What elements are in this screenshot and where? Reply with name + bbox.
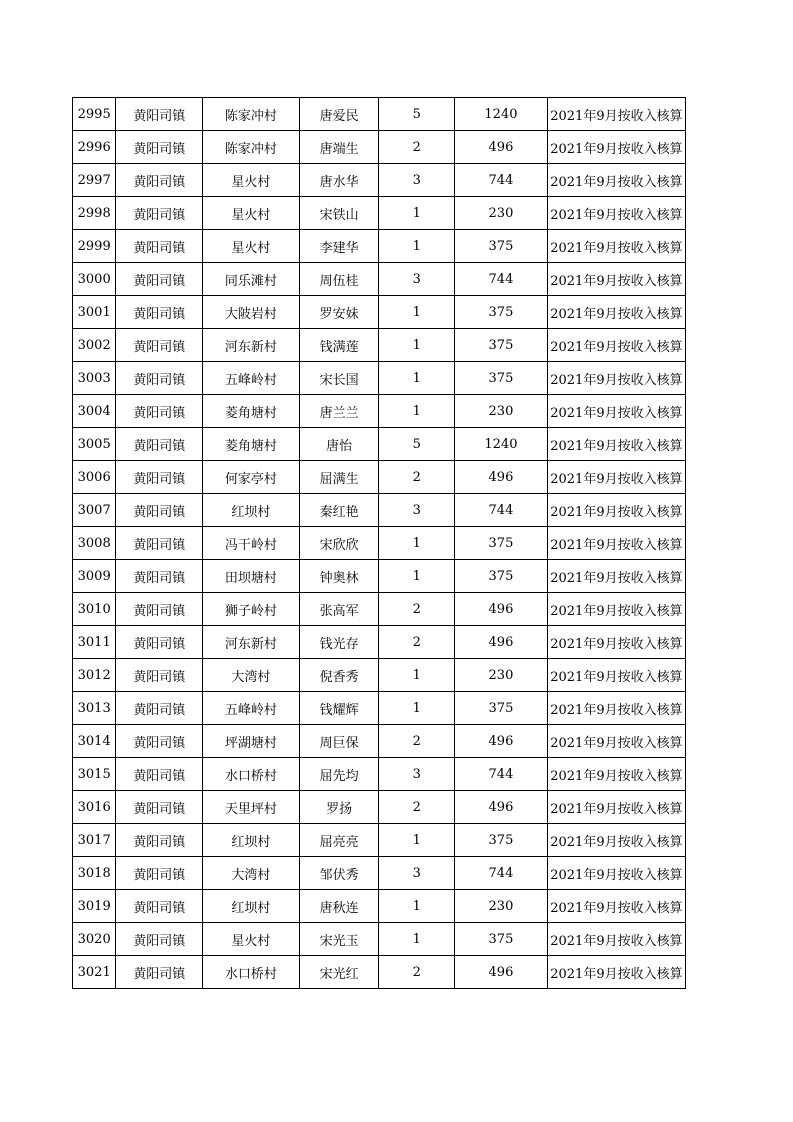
cell-household-count: 3 (379, 164, 455, 197)
cell-town: 黄阳司镇 (116, 725, 203, 758)
cell-household-count: 5 (379, 98, 455, 131)
cell-amount: 375 (455, 296, 548, 329)
cell-amount: 496 (455, 626, 548, 659)
table-row (73, 659, 686, 692)
cell-note: 2021年9月按收入核算 (547, 725, 685, 758)
cell-id: 3004 (73, 395, 116, 428)
cell-household-count: 2 (379, 461, 455, 494)
cell-town: 黄阳司镇 (116, 494, 203, 527)
cell-amount: 375 (455, 362, 548, 395)
table-row (73, 857, 686, 890)
cell-amount: 744 (455, 263, 548, 296)
table-row (73, 758, 686, 791)
cell-note: 2021年9月按收入核算 (547, 164, 685, 197)
cell-household-count: 1 (379, 692, 455, 725)
cell-name: 宋长国 (299, 362, 379, 395)
cell-town: 黄阳司镇 (116, 527, 203, 560)
cell-note: 2021年9月按收入核算 (547, 494, 685, 527)
cell-note: 2021年9月按收入核算 (547, 98, 685, 131)
cell-town: 黄阳司镇 (116, 131, 203, 164)
cell-note: 2021年9月按收入核算 (547, 296, 685, 329)
cell-note: 2021年9月按收入核算 (547, 758, 685, 791)
cell-household-count: 3 (379, 494, 455, 527)
cell-note: 2021年9月按收入核算 (547, 527, 685, 560)
cell-village: 狮子岭村 (203, 593, 300, 626)
cell-id: 3017 (73, 824, 116, 857)
cell-id: 3013 (73, 692, 116, 725)
cell-id: 2995 (73, 98, 116, 131)
cell-note: 2021年9月按收入核算 (547, 923, 685, 956)
cell-town: 黄阳司镇 (116, 296, 203, 329)
table-row (73, 395, 686, 428)
cell-id: 3018 (73, 857, 116, 890)
cell-household-count: 1 (379, 296, 455, 329)
cell-name: 李建华 (299, 230, 379, 263)
cell-id: 3002 (73, 329, 116, 362)
cell-name: 秦红艳 (299, 494, 379, 527)
cell-household-count: 1 (379, 890, 455, 923)
cell-name: 钟奥林 (299, 560, 379, 593)
cell-id: 3005 (73, 428, 116, 461)
cell-name: 宋光玉 (299, 923, 379, 956)
cell-town: 黄阳司镇 (116, 593, 203, 626)
cell-amount: 230 (455, 395, 548, 428)
table-row (73, 296, 686, 329)
cell-name: 邹伏秀 (299, 857, 379, 890)
cell-id: 2998 (73, 197, 116, 230)
cell-id: 3001 (73, 296, 116, 329)
cell-note: 2021年9月按收入核算 (547, 197, 685, 230)
cell-household-count: 1 (379, 395, 455, 428)
cell-village: 坪湖塘村 (203, 725, 300, 758)
cell-note: 2021年9月按收入核算 (547, 428, 685, 461)
cell-name: 倪香秀 (299, 659, 379, 692)
cell-household-count: 1 (379, 923, 455, 956)
cell-name: 宋欣欣 (299, 527, 379, 560)
cell-note: 2021年9月按收入核算 (547, 329, 685, 362)
cell-amount: 496 (455, 791, 548, 824)
cell-household-count: 1 (379, 197, 455, 230)
cell-village: 田坝塘村 (203, 560, 300, 593)
cell-town: 黄阳司镇 (116, 824, 203, 857)
cell-note: 2021年9月按收入核算 (547, 890, 685, 923)
cell-name: 罗安妹 (299, 296, 379, 329)
cell-amount: 375 (455, 230, 548, 263)
cell-id: 2999 (73, 230, 116, 263)
cell-id: 3019 (73, 890, 116, 923)
cell-amount: 1240 (455, 428, 548, 461)
cell-note: 2021年9月按收入核算 (547, 956, 685, 989)
cell-village: 星火村 (203, 923, 300, 956)
cell-town: 黄阳司镇 (116, 164, 203, 197)
table-row (73, 692, 686, 725)
cell-amount: 375 (455, 923, 548, 956)
cell-town: 黄阳司镇 (116, 461, 203, 494)
cell-village: 大湾村 (203, 857, 300, 890)
cell-amount: 375 (455, 527, 548, 560)
table-row (73, 725, 686, 758)
cell-village: 河东新村 (203, 329, 300, 362)
cell-household-count: 2 (379, 131, 455, 164)
cell-id: 3015 (73, 758, 116, 791)
cell-village: 何家亭村 (203, 461, 300, 494)
cell-name: 唐爱民 (299, 98, 379, 131)
table-row (73, 494, 686, 527)
cell-amount: 496 (455, 725, 548, 758)
table-row (73, 923, 686, 956)
cell-village: 五峰岭村 (203, 362, 300, 395)
table-row (73, 131, 686, 164)
cell-household-count: 1 (379, 230, 455, 263)
cell-village: 同乐滩村 (203, 263, 300, 296)
cell-village: 大湾村 (203, 659, 300, 692)
cell-village: 红坝村 (203, 494, 300, 527)
table-row (73, 197, 686, 230)
cell-town: 黄阳司镇 (116, 890, 203, 923)
table-body (73, 98, 686, 989)
cell-note: 2021年9月按收入核算 (547, 560, 685, 593)
cell-amount: 744 (455, 494, 548, 527)
cell-id: 3021 (73, 956, 116, 989)
cell-note: 2021年9月按收入核算 (547, 659, 685, 692)
cell-household-count: 3 (379, 758, 455, 791)
cell-id: 3000 (73, 263, 116, 296)
cell-town: 黄阳司镇 (116, 329, 203, 362)
cell-amount: 744 (455, 758, 548, 791)
cell-name: 宋铁山 (299, 197, 379, 230)
cell-name: 唐秋连 (299, 890, 379, 923)
cell-amount: 496 (455, 461, 548, 494)
cell-id: 3020 (73, 923, 116, 956)
table-row (73, 98, 686, 131)
cell-name: 周伍桂 (299, 263, 379, 296)
cell-town: 黄阳司镇 (116, 395, 203, 428)
table-row (73, 461, 686, 494)
cell-household-count: 5 (379, 428, 455, 461)
cell-town: 黄阳司镇 (116, 923, 203, 956)
cell-name: 屈满生 (299, 461, 379, 494)
cell-household-count: 2 (379, 956, 455, 989)
cell-village: 星火村 (203, 197, 300, 230)
cell-amount: 375 (455, 329, 548, 362)
cell-note: 2021年9月按收入核算 (547, 263, 685, 296)
cell-note: 2021年9月按收入核算 (547, 230, 685, 263)
cell-town: 黄阳司镇 (116, 659, 203, 692)
cell-village: 陈家冲村 (203, 98, 300, 131)
cell-amount: 496 (455, 956, 548, 989)
cell-amount: 1240 (455, 98, 548, 131)
cell-household-count: 1 (379, 824, 455, 857)
cell-id: 3006 (73, 461, 116, 494)
cell-amount: 230 (455, 659, 548, 692)
cell-amount: 496 (455, 131, 548, 164)
table-row (73, 890, 686, 923)
cell-amount: 375 (455, 824, 548, 857)
table-row (73, 956, 686, 989)
cell-id: 2997 (73, 164, 116, 197)
table-row (73, 824, 686, 857)
table-row (73, 164, 686, 197)
cell-name: 唐兰兰 (299, 395, 379, 428)
cell-village: 陈家冲村 (203, 131, 300, 164)
cell-name: 宋光红 (299, 956, 379, 989)
cell-id: 2996 (73, 131, 116, 164)
cell-town: 黄阳司镇 (116, 956, 203, 989)
cell-village: 天里坪村 (203, 791, 300, 824)
cell-town: 黄阳司镇 (116, 263, 203, 296)
cell-note: 2021年9月按收入核算 (547, 626, 685, 659)
cell-town: 黄阳司镇 (116, 626, 203, 659)
cell-household-count: 1 (379, 527, 455, 560)
cell-village: 河东新村 (203, 626, 300, 659)
cell-town: 黄阳司镇 (116, 857, 203, 890)
cell-name: 唐水华 (299, 164, 379, 197)
table-row (73, 626, 686, 659)
cell-note: 2021年9月按收入核算 (547, 461, 685, 494)
cell-name: 张高军 (299, 593, 379, 626)
cell-town: 黄阳司镇 (116, 197, 203, 230)
cell-village: 红坝村 (203, 824, 300, 857)
cell-household-count: 2 (379, 593, 455, 626)
cell-note: 2021年9月按收入核算 (547, 362, 685, 395)
cell-name: 钱耀辉 (299, 692, 379, 725)
cell-id: 3016 (73, 791, 116, 824)
cell-household-count: 2 (379, 626, 455, 659)
cell-town: 黄阳司镇 (116, 362, 203, 395)
table-row (73, 560, 686, 593)
cell-household-count: 3 (379, 857, 455, 890)
cell-town: 黄阳司镇 (116, 692, 203, 725)
cell-amount: 375 (455, 560, 548, 593)
table-row (73, 527, 686, 560)
cell-town: 黄阳司镇 (116, 560, 203, 593)
cell-note: 2021年9月按收入核算 (547, 857, 685, 890)
cell-name: 屈亮亮 (299, 824, 379, 857)
cell-village: 红坝村 (203, 890, 300, 923)
cell-household-count: 2 (379, 725, 455, 758)
table-row (73, 791, 686, 824)
cell-town: 黄阳司镇 (116, 758, 203, 791)
cell-town: 黄阳司镇 (116, 428, 203, 461)
cell-id: 3007 (73, 494, 116, 527)
cell-village: 星火村 (203, 164, 300, 197)
cell-id: 3009 (73, 560, 116, 593)
cell-village: 大陂岩村 (203, 296, 300, 329)
cell-town: 黄阳司镇 (116, 98, 203, 131)
cell-id: 3011 (73, 626, 116, 659)
cell-id: 3003 (73, 362, 116, 395)
cell-household-count: 2 (379, 791, 455, 824)
cell-village: 菱角塘村 (203, 428, 300, 461)
cell-name: 屈先均 (299, 758, 379, 791)
cell-note: 2021年9月按收入核算 (547, 395, 685, 428)
cell-note: 2021年9月按收入核算 (547, 791, 685, 824)
cell-amount: 230 (455, 197, 548, 230)
cell-amount: 230 (455, 890, 548, 923)
cell-note: 2021年9月按收入核算 (547, 824, 685, 857)
cell-amount: 375 (455, 692, 548, 725)
cell-name: 周巨保 (299, 725, 379, 758)
cell-village: 星火村 (203, 230, 300, 263)
cell-note: 2021年9月按收入核算 (547, 692, 685, 725)
cell-household-count: 3 (379, 263, 455, 296)
cell-name: 唐端生 (299, 131, 379, 164)
cell-village: 菱角塘村 (203, 395, 300, 428)
table-row (73, 362, 686, 395)
data-table (72, 97, 686, 989)
cell-household-count: 1 (379, 329, 455, 362)
cell-name: 钱光存 (299, 626, 379, 659)
cell-village: 冯干岭村 (203, 527, 300, 560)
cell-name: 唐怡 (299, 428, 379, 461)
table-row (73, 329, 686, 362)
cell-name: 罗扬 (299, 791, 379, 824)
cell-id: 3010 (73, 593, 116, 626)
table-row (73, 428, 686, 461)
cell-village: 水口桥村 (203, 956, 300, 989)
cell-household-count: 1 (379, 560, 455, 593)
cell-town: 黄阳司镇 (116, 230, 203, 263)
table-row (73, 593, 686, 626)
cell-village: 水口桥村 (203, 758, 300, 791)
cell-id: 3008 (73, 527, 116, 560)
cell-amount: 744 (455, 857, 548, 890)
cell-town: 黄阳司镇 (116, 791, 203, 824)
cell-amount: 744 (455, 164, 548, 197)
cell-id: 3012 (73, 659, 116, 692)
cell-amount: 496 (455, 593, 548, 626)
table-row (73, 230, 686, 263)
cell-household-count: 1 (379, 362, 455, 395)
table-row (73, 263, 686, 296)
cell-note: 2021年9月按收入核算 (547, 131, 685, 164)
cell-id: 3014 (73, 725, 116, 758)
cell-name: 钱满莲 (299, 329, 379, 362)
cell-household-count: 1 (379, 659, 455, 692)
cell-note: 2021年9月按收入核算 (547, 593, 685, 626)
cell-village: 五峰岭村 (203, 692, 300, 725)
